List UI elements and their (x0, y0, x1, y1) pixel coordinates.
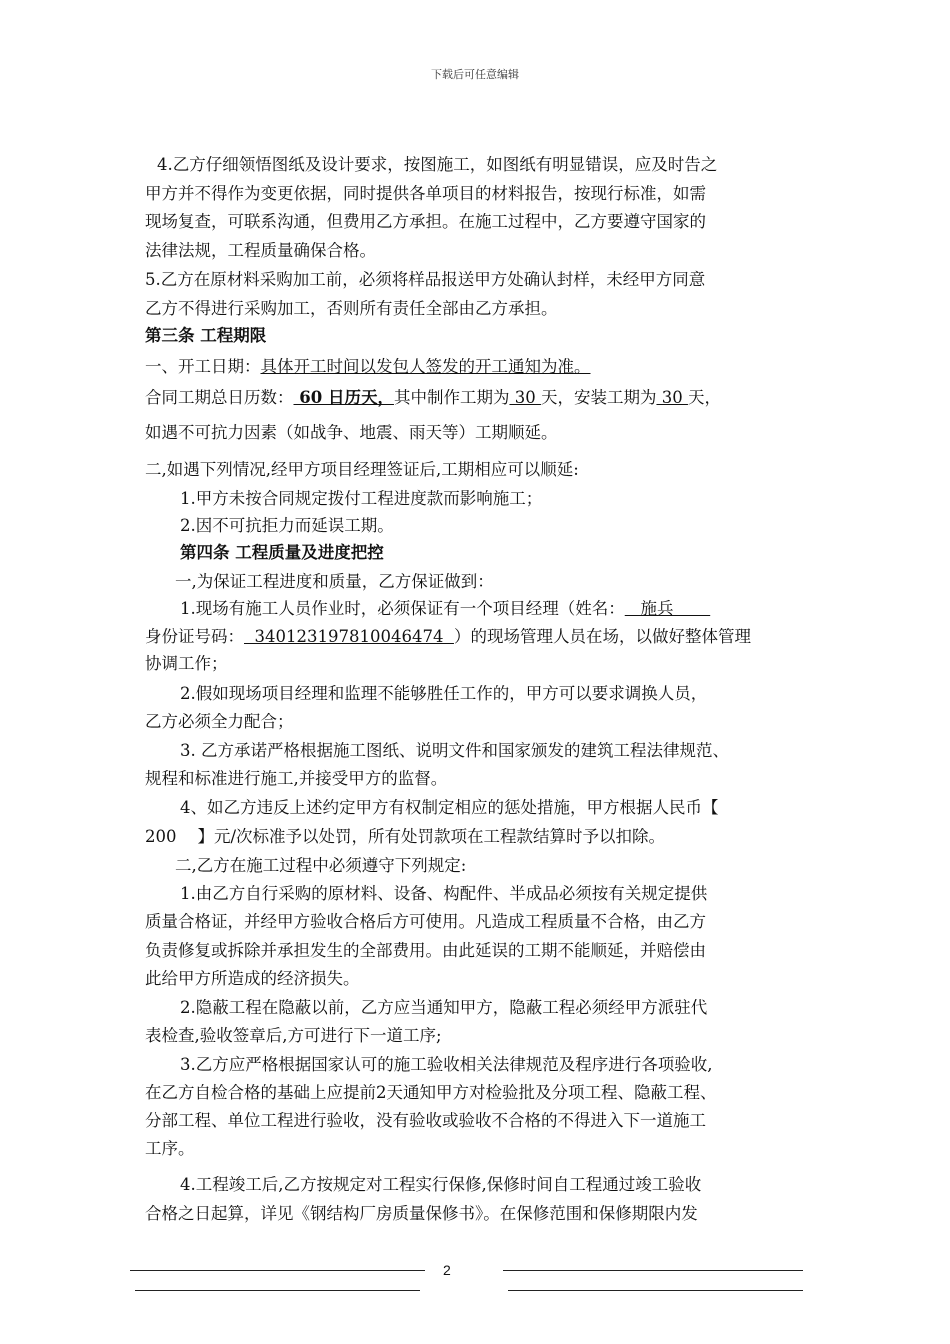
text-line: 3. 乙方承诺严格根据施工图纸、说明文件和国家颁发的建筑工程法律规范、 (180, 741, 729, 760)
text-line: 二,乙方在施工过程中必须遵守下列规定: (175, 856, 467, 875)
text-line: 2.隐蔽工程在隐蔽以前，乙方应当通知甲方，隐蔽工程必须经甲方派驻代 (180, 998, 708, 1017)
text-line: 协调工作； (145, 654, 228, 673)
text-line: 二,如遇下列情况,经甲方项目经理签证后,工期相应可以顺延: (145, 460, 579, 479)
duration-label: 合同工期总日历数： (145, 388, 294, 407)
footer-rule-left-bottom (135, 1290, 420, 1291)
text-line: 乙方必须全力配合； (145, 712, 294, 731)
text-line: 1.由乙方自行采购的原材料、设备、构配件、半成品必须按有关规定提供 (180, 884, 708, 903)
start-date-label: 一、开工日期： (145, 357, 261, 376)
text-line: 一,为保证工程进度和质量，乙方保证做到： (175, 572, 494, 591)
id-line-rest: ）的现场管理人员在场，以做好整体管理 (453, 627, 751, 646)
text-line: 合格之日起算，详见《钢结构厂房质量保修书》。在保修范围和保修期限内发 (145, 1204, 698, 1223)
text-line: 4.乙方仔细领悟图纸及设计要求，按图施工，如图纸有明显错误，应及时告之 (157, 155, 718, 174)
text-line: 如遇不可抗力因素（如战争、地震、雨天等）工期顺延。 (145, 423, 558, 442)
duration-line (145, 387, 721, 409)
manager-name-value: 施兵 (624, 599, 711, 618)
start-date-line (145, 356, 591, 378)
text-line: 2.假如现场项目经理和监理不能够胜任工作的，甲方可以要求调换人员， (180, 684, 708, 703)
id-number-value: 340123197810046474 (244, 627, 454, 646)
text-line: 1.甲方未按合同规定拨付工程进度款而影响施工； (180, 489, 543, 508)
text-line: 负责修复或拆除并承担发生的全部费用。由此延误的工期不能顺延，并赔偿由 (145, 941, 706, 960)
text-line: 5.乙方在原材料采购加工前，必须将样品报送甲方处确认封样，未经甲方同意 (145, 270, 706, 289)
text-line: 法律法规，工程质量确保合格。 (145, 241, 376, 260)
text-line: 规程和标准进行施工,并接受甲方的监督。 (145, 769, 448, 788)
manager-line (180, 598, 710, 620)
text-line: 分部工程、单位工程进行验收，没有验收或验收不合格的不得进入下一道施工 (145, 1111, 706, 1130)
total-days-value: 60 日历天， (293, 388, 394, 407)
header-note: 下载后可任意编辑 (431, 68, 519, 81)
text-line: 4.工程竣工后,乙方按规定对工程实行保修,保修时间自工程通过竣工验收 (180, 1175, 702, 1194)
manager-label: 1.现场有施工人员作业时，必须保证有一个项目经理（姓名： (180, 599, 625, 618)
id-line (145, 626, 751, 648)
text-line: 乙方不得进行采购加工，否则所有责任全部由乙方承担。 (145, 299, 558, 318)
text-line: 甲方并不得作为变更依据，同时提供各单项目的材料报告，按现行标准，如需 (145, 184, 706, 203)
production-days-value: 30 (509, 388, 541, 407)
text-line: 现场复查，可联系沟通，但费用乙方承担。在施工过程中，乙方要遵守国家的 (145, 212, 706, 231)
page-number: 2 (443, 1262, 451, 1278)
text-line: 表检查,验收签章后,方可进行下一道工序; (145, 1026, 442, 1045)
footer-rule-left-top (130, 1270, 425, 1271)
text-line: 工序。 (145, 1139, 195, 1158)
id-label: 身份证号码： (145, 627, 244, 646)
footer-rule-right-top (503, 1270, 803, 1271)
install-label: 天，安装工期为 (540, 388, 657, 407)
install-days-value: 30 (656, 388, 688, 407)
page-footer (0, 1262, 950, 1302)
text-line: 在乙方自检合格的基础上应提前2天通知甲方对检验批及分项工程、隐蔽工程、 (145, 1083, 717, 1102)
text-line: 4、如乙方违反上述约定甲方有权制定相应的惩处措施，甲方根据人民币【 (180, 798, 719, 817)
text-line: 此给甲方所造成的经济损失。 (145, 969, 360, 988)
text-line: 质量合格证，并经甲方验收合格后方可使用。凡造成工程质量不合格，由乙方 (145, 912, 706, 931)
text-line: 200 】元/次标准予以处罚，所有处罚款项在工程款结算时予以扣除。 (145, 827, 666, 846)
production-label: 其中制作工期为 (393, 388, 510, 407)
start-date-value: 具体开工时间以发包人签发的开工通知为准。 (260, 357, 591, 376)
section-heading: 第三条 工程期限 (145, 326, 267, 345)
text-line: 3.乙方应严格根据国家认可的施工验收相关法律规范及程序进行各项验收, (180, 1055, 713, 1074)
duration-end: 天， (687, 388, 721, 407)
section-heading: 第四条 工程质量及进度把控 (180, 543, 384, 562)
text-line: 2.因不可抗拒力而延误工期。 (180, 516, 394, 535)
footer-rule-right-bottom (508, 1290, 803, 1291)
